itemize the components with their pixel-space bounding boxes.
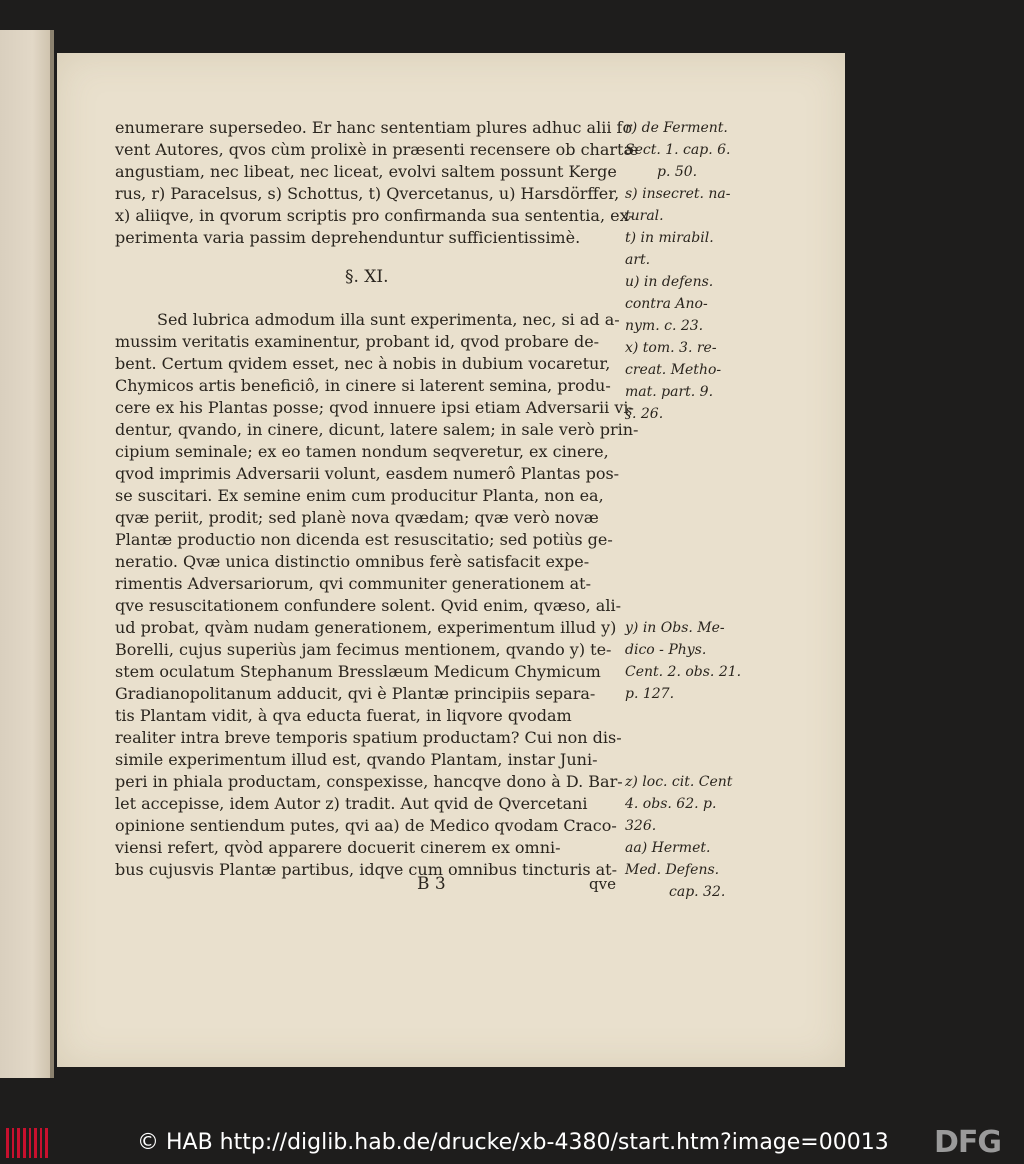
barcode-logo-icon bbox=[6, 1128, 48, 1158]
body-line: bus cujusvis Plantæ partibus, idqve cum omnibus tincturis at- bbox=[115, 860, 617, 879]
body-line: angustiam, nec libeat, nec liceat, evolvi saltem possunt Kerge bbox=[115, 162, 617, 181]
body-line: cere ex his Plantas posse; qvod innuere ipsi etiam Adversarii vi- bbox=[115, 398, 634, 417]
side-note: Med. Defens. bbox=[625, 862, 720, 878]
body-line: let accepisse, idem Autor z) tradit. Aut qvid de Qvercetani bbox=[115, 794, 588, 813]
body-line: Sed lubrica admodum illa sunt experimenta, nec, si ad a- bbox=[157, 310, 620, 329]
side-note: u) in defens. bbox=[625, 274, 714, 290]
body-line: qvod imprimis Adversarii volunt, easdem numerô Plantas pos- bbox=[115, 464, 620, 483]
side-note: aa) Hermet. bbox=[625, 840, 711, 856]
side-note: dico - Phys. bbox=[625, 642, 707, 658]
body-line: qve resuscitationem confundere solent. Qvid enim, qvæso, ali- bbox=[115, 596, 621, 615]
section-heading: §. XI. bbox=[345, 267, 389, 287]
body-line: rimentis Adversariorum, qvi communiter generationem at- bbox=[115, 574, 591, 593]
body-line: Borelli, cujus superiùs jam fecimus mentionem, qvando y) te- bbox=[115, 640, 612, 659]
side-note: p. 50. bbox=[657, 164, 698, 180]
body-line: simile experimentum illud est, qvando Plantam, instar Juni- bbox=[115, 750, 598, 769]
body-line: bent. Certum qvidem esset, nec à nobis in dubium vocaretur, bbox=[115, 354, 611, 373]
adjacent-page-edge bbox=[0, 30, 54, 1078]
side-note: p. 127. bbox=[625, 686, 675, 702]
side-note: y) in Obs. Me- bbox=[625, 620, 725, 636]
side-note: t) in mirabil. bbox=[625, 230, 714, 246]
side-note: mat. part. 9. bbox=[625, 384, 714, 400]
body-line: rus, r) Paracelsus, s) Schottus, t) Qvercetanus, u) Harsdörffer, bbox=[115, 184, 620, 203]
side-note: r) de Ferment. bbox=[625, 120, 728, 136]
body-line: x) aliiqve, in qvorum scriptis pro confirmanda sua sententia, ex- bbox=[115, 206, 634, 225]
attribution-link[interactable]: © HAB http://diglib.hab.de/drucke/xb-4380/start.htm?image=00013 bbox=[137, 1130, 889, 1155]
signature-mark: B 3 bbox=[417, 874, 446, 894]
side-note: art. bbox=[625, 252, 651, 268]
side-note: nym. c. 23. bbox=[625, 318, 704, 334]
body-line: Chymicos artis beneficiô, in cinere si laterent semina, produ- bbox=[115, 376, 611, 395]
side-note: §. 26. bbox=[625, 406, 664, 422]
catchword: qve bbox=[589, 875, 616, 893]
side-note: s) insecret. na- bbox=[625, 186, 731, 202]
side-note: creat. Metho- bbox=[625, 362, 722, 378]
body-line: Plantæ productio non dicenda est resuscitatio; sed potiùs ge- bbox=[115, 530, 613, 549]
body-line: perimenta varia passim deprehenduntur sufficientissimè. bbox=[115, 228, 581, 247]
side-note: cap. 32. bbox=[669, 884, 726, 900]
side-note: tural. bbox=[625, 208, 664, 224]
body-line: neratio. Qvæ unica distinctio omnibus ferè satisfacit expe- bbox=[115, 552, 590, 571]
body-line: viensi refert, qvòd apparere docuerit cinerem ex omni- bbox=[115, 838, 561, 857]
page-binding-edge bbox=[50, 30, 54, 1078]
side-note: Sect. 1. cap. 6. bbox=[625, 142, 731, 158]
body-line: cipium seminale; ex eo tamen nondum seqveretur, ex cinere, bbox=[115, 442, 609, 461]
dfg-logo: DFG bbox=[934, 1125, 1002, 1160]
body-line: mussim veritatis examinentur, probant id, qvod probare de- bbox=[115, 332, 600, 351]
body-line: se suscitari. Ex semine enim cum producitur Planta, non ea, bbox=[115, 486, 604, 505]
side-note: 326. bbox=[625, 818, 657, 834]
side-note: z) loc. cit. Cent bbox=[625, 774, 733, 790]
body-line: vent Autores, qvos cùm prolixè in præsenti recensere ob chartæ bbox=[115, 140, 639, 159]
scanned-page bbox=[57, 53, 845, 1067]
side-note: contra Ano- bbox=[625, 296, 708, 312]
body-line: enumerare supersedeo. Er hanc sententiam plures adhuc alii fo bbox=[115, 118, 633, 137]
body-line: dentur, qvando, in cinere, dicunt, latere salem; in sale verò prin- bbox=[115, 420, 639, 439]
side-note: 4. obs. 62. p. bbox=[625, 796, 717, 812]
body-line: realiter intra breve temporis spatium productam? Cui non dis- bbox=[115, 728, 622, 747]
body-line: Gradianopolitanum adducit, qvi è Plantæ principiis separa- bbox=[115, 684, 596, 703]
side-note: x) tom. 3. re- bbox=[625, 340, 717, 356]
body-line: qvæ periit, prodit; sed planè nova qvædam; qvæ verò novæ bbox=[115, 508, 599, 527]
body-line: peri in phiala productam, conspexisse, hancqve dono à D. Bar- bbox=[115, 772, 623, 791]
body-line: opinione sentiendum putes, qvi aa) de Medico qvodam Craco- bbox=[115, 816, 617, 835]
body-line: stem oculatum Stephanum Bresslæum Medicum Chymicum bbox=[115, 662, 601, 681]
body-line: tis Plantam vidit, à qva educta fuerat, in liqvore qvodam bbox=[115, 706, 572, 725]
body-line: ud probat, qvàm nudam generationem, experimentum illud y) bbox=[115, 618, 617, 637]
side-note: Cent. 2. obs. 21. bbox=[625, 664, 742, 680]
